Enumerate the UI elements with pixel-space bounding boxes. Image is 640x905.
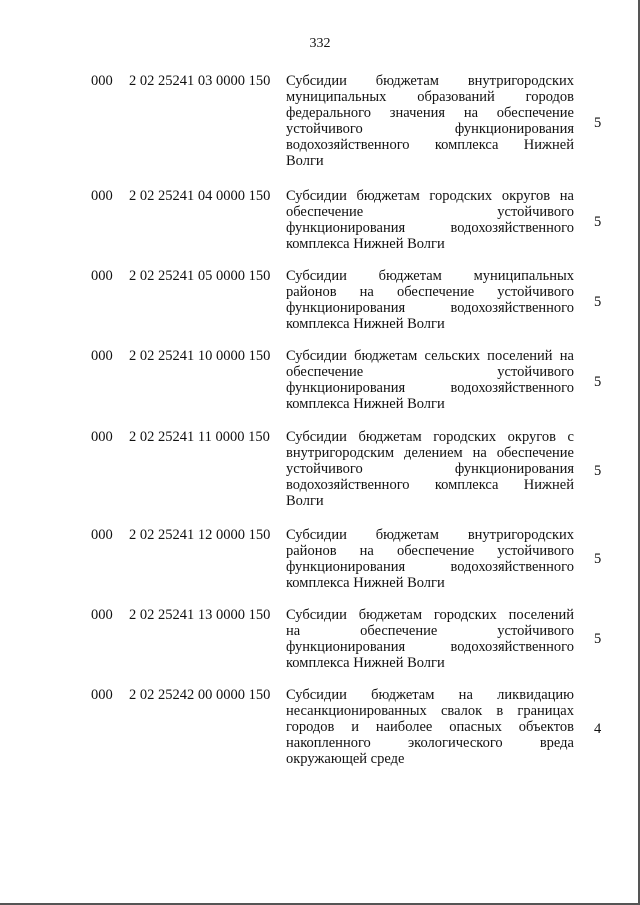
row-value: 5	[594, 463, 602, 479]
description-line: водохозяйственного комплекса Нижней	[286, 137, 574, 153]
description-line: функционирования водохозяйственного	[286, 380, 574, 396]
description-line: Субсидии бюджетам городских поселений	[286, 607, 574, 623]
description-line: обеспечение устойчивого	[286, 364, 574, 380]
description-line: Субсидии бюджетам муниципальных	[286, 268, 574, 284]
budget-classification-code: 2 02 25241 03 0000 150	[129, 73, 271, 89]
description-line: Волги	[286, 153, 324, 169]
budget-classification-code: 2 02 25241 13 0000 150	[129, 607, 271, 623]
admin-code: 000	[91, 73, 113, 89]
description-line: накопленного экологического вреда	[286, 735, 574, 751]
row-value: 5	[594, 294, 602, 310]
row-value: 5	[594, 115, 602, 131]
row-description	[286, 607, 574, 671]
description-line: устойчивого функционирования	[286, 461, 574, 477]
page-number: 332	[309, 36, 331, 51]
description-line: Волги	[286, 493, 324, 509]
budget-classification-code: 2 02 25241 04 0000 150	[129, 188, 271, 204]
row-value: 5	[594, 214, 602, 230]
description-line: районов на обеспечение устойчивого	[286, 284, 574, 300]
description-line: комплекса Нижней Волги	[286, 575, 445, 591]
row-value: 5	[594, 374, 602, 390]
description-line: функционирования водохозяйственного	[286, 300, 574, 316]
budget-classification-code: 2 02 25241 12 0000 150	[129, 527, 271, 543]
budget-classification-code: 2 02 25241 10 0000 150	[129, 348, 271, 364]
row-description	[286, 348, 574, 412]
description-line: комплекса Нижней Волги	[286, 236, 445, 252]
description-line: Субсидии бюджетам внутригородских	[286, 73, 574, 89]
description-line: комплекса Нижней Волги	[286, 396, 445, 412]
description-line: окружающей среде	[286, 751, 405, 767]
description-line: Субсидии бюджетам сельских поселений на	[286, 348, 574, 364]
description-line: внутригородским делением на обеспечение	[286, 445, 574, 461]
admin-code: 000	[91, 607, 113, 623]
description-line: комплекса Нижней Волги	[286, 655, 445, 671]
description-line: Субсидии бюджетам внутригородских	[286, 527, 574, 543]
description-line: функционирования водохозяйственного	[286, 639, 574, 655]
budget-classification-code: 2 02 25242 00 0000 150	[129, 687, 271, 703]
admin-code: 000	[91, 687, 113, 703]
row-value: 5	[594, 631, 602, 647]
admin-code: 000	[91, 348, 113, 364]
admin-code: 000	[91, 429, 113, 445]
description-line: устойчивого функционирования	[286, 121, 574, 137]
description-line: районов на обеспечение устойчивого	[286, 543, 574, 559]
budget-classification-code: 2 02 25241 11 0000 150	[129, 429, 270, 445]
description-line: комплекса Нижней Волги	[286, 316, 445, 332]
row-description	[286, 73, 574, 169]
row-value: 4	[594, 721, 602, 737]
admin-code: 000	[91, 268, 113, 284]
row-description	[286, 188, 574, 252]
description-line: функционирования водохозяйственного	[286, 559, 574, 575]
admin-code: 000	[91, 527, 113, 543]
description-line: городов и наиболее опасных объектов	[286, 719, 574, 735]
row-description	[286, 687, 574, 767]
budget-classification-code: 2 02 25241 05 0000 150	[129, 268, 271, 284]
description-line: на обеспечение устойчивого	[286, 623, 574, 639]
row-value: 5	[594, 551, 602, 567]
description-line: Субсидии бюджетам городских округов с	[286, 429, 574, 445]
row-description	[286, 527, 574, 591]
description-line: водохозяйственного комплекса Нижней	[286, 477, 574, 493]
description-line: Субсидии бюджетам на ликвидацию	[286, 687, 574, 703]
description-line: федерального значения на обеспечение	[286, 105, 574, 121]
description-line: несанкционированных свалок в границах	[286, 703, 574, 719]
description-line: Субсидии бюджетам городских округов на	[286, 188, 574, 204]
description-line: муниципальных образований городов	[286, 89, 574, 105]
description-line: обеспечение устойчивого	[286, 204, 574, 220]
row-description	[286, 429, 574, 509]
admin-code: 000	[91, 188, 113, 204]
row-description	[286, 268, 574, 332]
description-line: функционирования водохозяйственного	[286, 220, 574, 236]
